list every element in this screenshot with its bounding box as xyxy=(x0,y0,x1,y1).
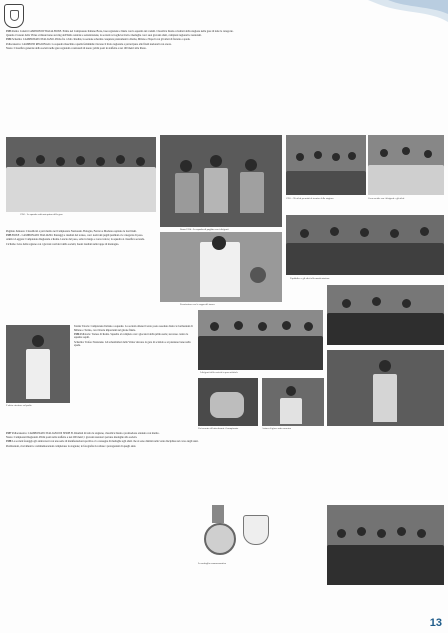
page-number: 13 xyxy=(429,617,442,629)
paragraph: 1953 Roma: Cadetti CAMPIONI D'ITALIA BOXE. Primo nel Campionato Italiano Boxe, fase regionale e finale con la squadra dei cadetti. Classifica finale e risultati della stagione nelle gare di tutte le categorie. xyxy=(6,30,234,33)
photo-group-right xyxy=(327,285,444,345)
photo-caption: 1955 - Gli atleti premiati al termine della stagione xyxy=(286,197,334,200)
photo-caption: Cena sociale con i dirigenti e gli atleti xyxy=(368,197,405,200)
paragraph: Nuoto: Campionati Regionali. Primi posti nelle staffette e nei 200 metri; i giovani nuotatori portano medaglie alla società. xyxy=(6,436,138,440)
paragraph: 1955 BOXE - CAMPIONATO ITALIANO. Punteggi e risultati del torneo, con i nomi dei pugili premiati e le categorie di peso. xyxy=(6,234,143,238)
paragraph: Pallacanestro: CAMPIONI REGIONALI. La squadra maschile e quella femminile vincono il titolo regionale e partecipano alle finali nazionali con onore. xyxy=(6,42,172,46)
photo-caption: Il pubblico e gli atleti alla manifestazione xyxy=(290,277,330,280)
text-column-mid-right xyxy=(74,325,194,405)
photo-basket xyxy=(262,378,324,426)
paragraph: Tennis Tavolo: Campionato Italiano a squadre. La società ottiene il terzo posto assoluto dietro le formazioni di Milano e Torino, con vittorie importanti nel girone finale. xyxy=(74,325,193,332)
paragraph: Pugilato Juniores: Classificati a pari merito nel Campionato Nazionale. Bologna, Ferrara e Modena ospitano le fasi finali. xyxy=(6,230,137,233)
photo-athlete xyxy=(6,325,70,403)
photo-trophy xyxy=(160,232,282,302)
photo-caption: Roma 1954 - La squadra di pugilato con i dirigenti xyxy=(180,228,229,231)
photo-caption: I dirigenti della società in posa ufficiale xyxy=(200,371,238,374)
photo-caption: L'atleta vincitore sul podio xyxy=(6,404,32,407)
club-crest-logo xyxy=(4,4,24,28)
photo-team-line xyxy=(6,137,156,212)
paragraph: 1954 Scherma: CAMPIONATO ITALIANO. Prima fra i club cittadini, la sezione scherma conquista piazzamenti a Roma, Milano e Napoli con gli atleti di fioretto e spada. xyxy=(6,38,191,42)
paragraph: 1957 Pallacanestro: CAMPIONATO ITALIANO DI SERIE B. Risultati di tutta la stagione, classifica finale e promozione ottenuta con merito. xyxy=(6,432,160,435)
photo-wrestling xyxy=(198,378,258,426)
photo-caption: Un incontro di lotta durante il campionato xyxy=(198,427,239,430)
photo-gymnast xyxy=(327,350,444,426)
photo-medal xyxy=(198,505,238,560)
text-column-mid-left xyxy=(6,230,156,320)
header-wave-decoration xyxy=(368,0,448,22)
paragraph: Nuoto: Classifica generale della società nelle gare regionali e nazionali di nuoto; primi posti in staffetta e nei 100 metri stile libero. xyxy=(6,46,147,50)
paragraph: Premiazioni, ricevimenti e commemorazioni completano la stagione; le fotografie ricordano i protagonisti di quegli anni. xyxy=(6,444,137,448)
photo-boxers xyxy=(160,135,282,227)
photo-caption: La medaglia commemorativa xyxy=(198,562,227,565)
photo-officials xyxy=(198,310,323,370)
paragraph: 1958 La società festeggia gli anniversari con una serie di manifestazioni sportive e la consegna di medaglie agli atleti che si sono distinti nelle varie discipline nel corso degli anni. xyxy=(6,440,199,444)
paragraph: Ciclismo: Giro della regione con i giovani corridori della società; buoni risultati nelle tappe di montagna. xyxy=(6,242,119,246)
paragraph: Quando i boxeur della Virtus si misuravano sui ring dell'Italia centrale e settentrionale, la società raccoglieva titoli e medaglie con i suoi giovani atleti, campioni regionali e nazionali. xyxy=(6,34,202,38)
coat-of-arms-icon xyxy=(243,515,269,545)
photo-crowd-bottom xyxy=(327,505,444,585)
photo-caption: Azione di gioco sotto canestro xyxy=(262,427,292,430)
paragraph: Scherma: Trofeo Nazionale. Gli schermidori della Virtus vincono la gara di sciabola e si piazzano bene nella spada. xyxy=(74,340,191,348)
photo-group-bar xyxy=(286,135,366,195)
photo-caption: 1956 - La squadra schierata prima della gara xyxy=(20,213,63,216)
text-column-top xyxy=(6,30,306,135)
paragraph: 1956 Pallavolo: Torneo di Roma. Squadra al completo con i giocatori della prima serie; successo contro le squadre ospiti. xyxy=(74,332,189,340)
photo-crowd-top xyxy=(286,215,444,275)
photo-banquet xyxy=(368,135,444,195)
photo-caption: Premiazione con la coppa del torneo xyxy=(180,303,215,306)
paragraph: Atletica Leggera: Campionato Regionale a Roma. Lancio del peso, salto in lungo e corsa veloce; la squadra si classifica seconda. xyxy=(6,238,145,242)
